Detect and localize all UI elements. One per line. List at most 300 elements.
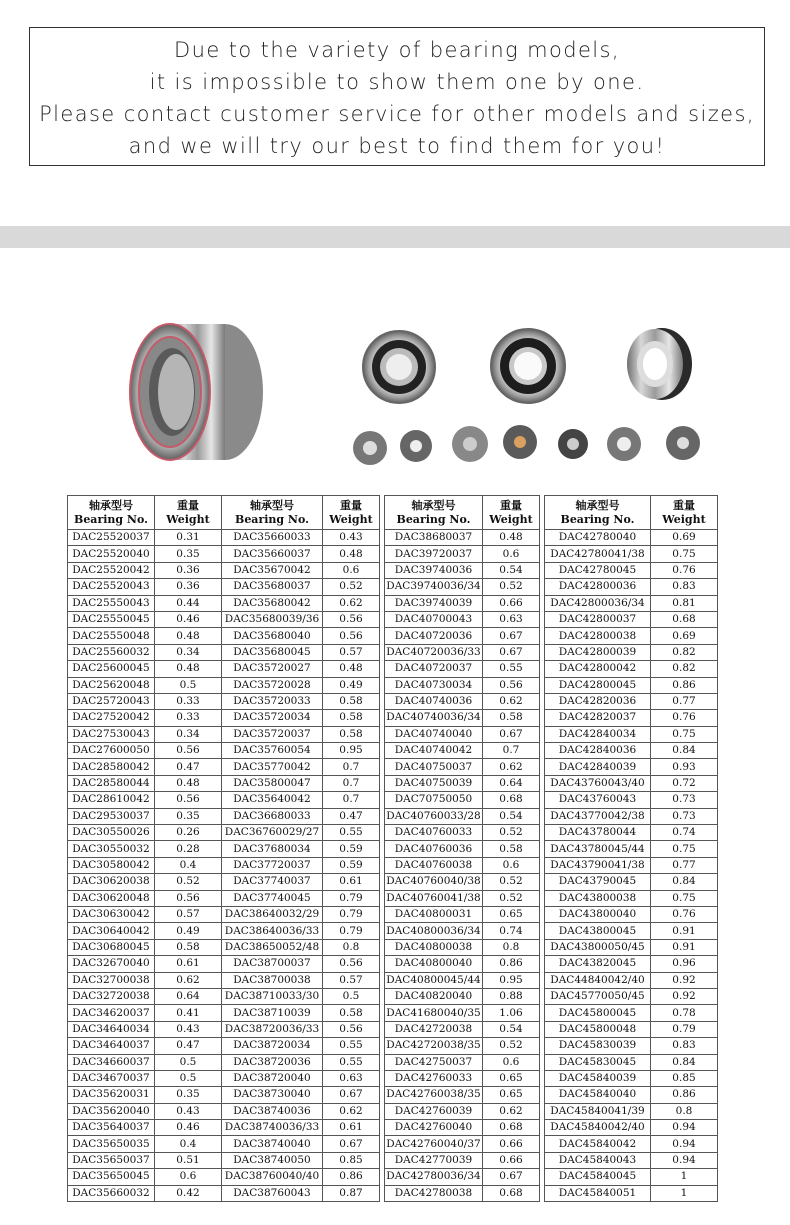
bearing-no-cell: DAC45830039 bbox=[545, 1038, 651, 1054]
weight-cell: 0.56 bbox=[323, 956, 380, 972]
weight-cell: 0.79 bbox=[323, 906, 380, 922]
weight-cell: 0.62 bbox=[155, 972, 222, 988]
weight-cell: 0.65 bbox=[483, 1070, 540, 1086]
table-row bbox=[68, 726, 380, 742]
weight-cell: 0.67 bbox=[483, 1169, 540, 1185]
weight-cell: 0.8 bbox=[323, 939, 380, 955]
bearing-image-3 bbox=[627, 328, 692, 400]
table-row bbox=[545, 988, 718, 1004]
table-row bbox=[545, 1005, 718, 1021]
table-row bbox=[545, 1054, 718, 1070]
weight-cell: 0.64 bbox=[483, 775, 540, 791]
table-row bbox=[68, 775, 380, 791]
table-row bbox=[385, 710, 540, 726]
weight-cell: 0.8 bbox=[651, 1103, 718, 1119]
table-row bbox=[385, 1185, 540, 1201]
bearing-no-cell: DAC40760033 bbox=[385, 825, 483, 841]
bearing-no-cell: DAC42800038 bbox=[545, 628, 651, 644]
bearing-no-cell: DAC35770042 bbox=[222, 759, 323, 775]
table-row bbox=[545, 906, 718, 922]
weight-cell: 0.68 bbox=[651, 611, 718, 627]
bearing-image-2 bbox=[491, 329, 565, 403]
bearing-no-cell: DAC35720037 bbox=[222, 726, 323, 742]
weight-cell: 0.93 bbox=[651, 759, 718, 775]
bearing-no-cell: DAC42760040/37 bbox=[385, 1136, 483, 1152]
weight-cell: 0.52 bbox=[323, 579, 380, 595]
table-row bbox=[385, 857, 540, 873]
header-bearing-no: 轴承型号 Bearing No. bbox=[545, 496, 651, 530]
table-row bbox=[385, 792, 540, 808]
bearing-no-cell: DAC27530043 bbox=[68, 726, 155, 742]
weight-cell: 0.59 bbox=[323, 857, 380, 873]
bearing-no-cell: DAC27520042 bbox=[68, 710, 155, 726]
bearing-no-cell: DAC40750037 bbox=[385, 759, 483, 775]
table-row bbox=[385, 956, 540, 972]
weight-cell: 0.67 bbox=[483, 628, 540, 644]
weight-cell: 0.66 bbox=[483, 1152, 540, 1168]
table-row bbox=[385, 644, 540, 660]
table-row bbox=[385, 661, 540, 677]
bearing-no-cell: DAC25550048 bbox=[68, 628, 155, 644]
weight-cell: 0.56 bbox=[323, 611, 380, 627]
table-row bbox=[545, 939, 718, 955]
weight-cell: 0.68 bbox=[483, 1185, 540, 1201]
table-row bbox=[68, 972, 380, 988]
table-row bbox=[68, 1070, 380, 1086]
bearing-no-cell: DAC45800048 bbox=[545, 1021, 651, 1037]
weight-cell: 0.56 bbox=[155, 743, 222, 759]
table-row bbox=[385, 1152, 540, 1168]
bearing-no-cell: DAC35680040 bbox=[222, 628, 323, 644]
bearing-image-1 bbox=[363, 331, 435, 403]
weight-cell: 0.6 bbox=[323, 562, 380, 578]
bearing-no-cell: DAC42760038/35 bbox=[385, 1087, 483, 1103]
bearing-no-cell: DAC38740050 bbox=[222, 1152, 323, 1168]
bearing-no-cell: DAC40760041/38 bbox=[385, 890, 483, 906]
bearing-no-cell: DAC42840039 bbox=[545, 759, 651, 775]
weight-cell: 0.6 bbox=[483, 857, 540, 873]
bearing-no-cell: DAC42780036/34 bbox=[385, 1169, 483, 1185]
bearing-no-cell: DAC38700038 bbox=[222, 972, 323, 988]
bearing-no-cell: DAC38680037 bbox=[385, 530, 483, 546]
weight-cell: 0.66 bbox=[483, 595, 540, 611]
table-row bbox=[545, 579, 718, 595]
bearing-product-photos bbox=[0, 300, 790, 490]
bearing-no-cell: DAC42780041/38 bbox=[545, 546, 651, 562]
bearing-no-cell: DAC28610042 bbox=[68, 792, 155, 808]
bearing-no-cell: DAC45840045 bbox=[545, 1169, 651, 1185]
weight-cell: 0.41 bbox=[155, 1005, 222, 1021]
table-row bbox=[545, 956, 718, 972]
header-weight: 重量 Weight bbox=[651, 496, 718, 530]
weight-cell: 0.48 bbox=[155, 661, 222, 677]
table-row bbox=[68, 956, 380, 972]
bearing-no-cell: DAC40760040/38 bbox=[385, 874, 483, 890]
bearing-no-cell: DAC40820040 bbox=[385, 988, 483, 1004]
table-row bbox=[545, 857, 718, 873]
table-row bbox=[68, 939, 380, 955]
weight-cell: 0.91 bbox=[651, 939, 718, 955]
weight-cell: 0.52 bbox=[483, 1038, 540, 1054]
table-row bbox=[68, 874, 380, 890]
weight-cell: 0.5 bbox=[155, 1070, 222, 1086]
table-row bbox=[68, 890, 380, 906]
weight-cell: 0.56 bbox=[323, 1021, 380, 1037]
bearing-no-cell: DAC40760033/28 bbox=[385, 808, 483, 824]
weight-cell: 0.85 bbox=[651, 1070, 718, 1086]
weight-cell: 0.55 bbox=[323, 1054, 380, 1070]
weight-cell: 0.56 bbox=[483, 677, 540, 693]
bearing-no-cell: DAC35670042 bbox=[222, 562, 323, 578]
weight-cell: 0.47 bbox=[155, 759, 222, 775]
weight-cell: 0.94 bbox=[651, 1120, 718, 1136]
table-row bbox=[385, 1169, 540, 1185]
weight-cell: 0.5 bbox=[155, 677, 222, 693]
weight-cell: 0.77 bbox=[651, 857, 718, 873]
weight-cell: 0.8 bbox=[483, 939, 540, 955]
weight-cell: 0.74 bbox=[483, 923, 540, 939]
bearing-no-cell: DAC43800040 bbox=[545, 906, 651, 922]
bearing-no-cell: DAC35720028 bbox=[222, 677, 323, 693]
weight-cell: 0.76 bbox=[651, 562, 718, 578]
bearing-table-col-1 bbox=[67, 495, 380, 1202]
bearing-no-cell: DAC43770042/38 bbox=[545, 808, 651, 824]
table-row bbox=[68, 1169, 380, 1185]
bearing-no-cell: DAC43790045 bbox=[545, 874, 651, 890]
bearing-no-cell: DAC42760033 bbox=[385, 1070, 483, 1086]
bearing-no-cell: DAC42800045 bbox=[545, 677, 651, 693]
weight-cell: 0.48 bbox=[155, 628, 222, 644]
weight-cell: 0.48 bbox=[483, 530, 540, 546]
bearing-no-cell: DAC42840034 bbox=[545, 726, 651, 742]
table-row bbox=[68, 1005, 380, 1021]
table-row bbox=[385, 743, 540, 759]
table-row bbox=[545, 677, 718, 693]
table-row bbox=[545, 546, 718, 562]
weight-cell: 0.44 bbox=[155, 595, 222, 611]
header-weight: 重量 Weight bbox=[323, 496, 380, 530]
weight-cell: 0.95 bbox=[323, 743, 380, 759]
bearing-no-cell: DAC40750039 bbox=[385, 775, 483, 791]
table-row bbox=[68, 579, 380, 595]
bearing-no-cell: DAC25520042 bbox=[68, 562, 155, 578]
weight-cell: 0.26 bbox=[155, 825, 222, 841]
bearing-no-cell: DAC45840043 bbox=[545, 1152, 651, 1168]
notice-line-4: and we will try our best to find them for you! bbox=[128, 134, 666, 158]
table-row bbox=[68, 1038, 380, 1054]
weight-cell: 0.35 bbox=[155, 1087, 222, 1103]
bearing-no-cell: DAC42770039 bbox=[385, 1152, 483, 1168]
bearing-no-cell: DAC42760039 bbox=[385, 1103, 483, 1119]
table-row bbox=[545, 1185, 718, 1201]
table-row bbox=[545, 611, 718, 627]
bearing-no-cell: DAC38720034 bbox=[222, 1038, 323, 1054]
weight-cell: 0.6 bbox=[483, 546, 540, 562]
bearing-no-cell: DAC38720036/33 bbox=[222, 1021, 323, 1037]
bearing-no-cell: DAC38650052/48 bbox=[222, 939, 323, 955]
table-row bbox=[385, 988, 540, 1004]
weight-cell: 0.76 bbox=[651, 906, 718, 922]
table-row bbox=[385, 825, 540, 841]
bearing-no-cell: DAC38740036 bbox=[222, 1103, 323, 1119]
weight-cell: 0.75 bbox=[651, 546, 718, 562]
bearing-no-cell: DAC38720036 bbox=[222, 1054, 323, 1070]
weight-cell: 0.43 bbox=[155, 1021, 222, 1037]
weight-cell: 0.7 bbox=[323, 775, 380, 791]
table-row bbox=[545, 1103, 718, 1119]
weight-cell: 0.73 bbox=[651, 792, 718, 808]
bearing-no-cell: DAC43800038 bbox=[545, 890, 651, 906]
bearing-no-cell: DAC45840041/39 bbox=[545, 1103, 651, 1119]
table-row bbox=[545, 1070, 718, 1086]
bearing-no-cell: DAC42820036 bbox=[545, 693, 651, 709]
weight-cell: 0.51 bbox=[155, 1152, 222, 1168]
bearing-no-cell: DAC32720038 bbox=[68, 988, 155, 1004]
notice-line-3: Please contact customer service for other models and sizes, bbox=[39, 102, 755, 126]
weight-cell: 0.62 bbox=[483, 693, 540, 709]
bearing-no-cell: DAC45840039 bbox=[545, 1070, 651, 1086]
weight-cell: 0.58 bbox=[323, 1005, 380, 1021]
bearing-no-cell: DAC32700038 bbox=[68, 972, 155, 988]
bearing-no-cell: DAC35760054 bbox=[222, 743, 323, 759]
weight-cell: 0.61 bbox=[323, 1120, 380, 1136]
weight-cell: 0.56 bbox=[323, 628, 380, 644]
weight-cell: 0.58 bbox=[323, 710, 380, 726]
weight-cell: 0.52 bbox=[155, 874, 222, 890]
table-row bbox=[68, 857, 380, 873]
weight-cell: 0.74 bbox=[651, 825, 718, 841]
weight-cell: 0.85 bbox=[323, 1152, 380, 1168]
table-row bbox=[545, 1169, 718, 1185]
table-row bbox=[68, 628, 380, 644]
table-row bbox=[545, 874, 718, 890]
weight-cell: 0.86 bbox=[483, 956, 540, 972]
weight-cell: 0.54 bbox=[483, 1021, 540, 1037]
bearing-no-cell: DAC35720034 bbox=[222, 710, 323, 726]
bearing-no-cell: DAC35660033 bbox=[222, 530, 323, 546]
weight-cell: 0.52 bbox=[483, 825, 540, 841]
bearing-no-cell: DAC35650035 bbox=[68, 1136, 155, 1152]
weight-cell: 0.96 bbox=[651, 956, 718, 972]
weight-cell: 0.58 bbox=[323, 726, 380, 742]
table-row bbox=[68, 644, 380, 660]
weight-cell: 0.58 bbox=[155, 939, 222, 955]
header-bearing-no: 轴承型号 Bearing No. bbox=[68, 496, 155, 530]
table-row bbox=[385, 1070, 540, 1086]
bearing-no-cell: DAC42720038 bbox=[385, 1021, 483, 1037]
weight-cell: 0.52 bbox=[483, 874, 540, 890]
bearing-no-cell: DAC30680045 bbox=[68, 939, 155, 955]
table-row bbox=[545, 972, 718, 988]
bearing-no-cell: DAC30620048 bbox=[68, 890, 155, 906]
table-row bbox=[385, 923, 540, 939]
bearing-no-cell: DAC43760043 bbox=[545, 792, 651, 808]
table-row bbox=[68, 611, 380, 627]
table-row bbox=[385, 546, 540, 562]
bearing-no-cell: DAC36760029/27 bbox=[222, 825, 323, 841]
bearing-no-cell: DAC40720036 bbox=[385, 628, 483, 644]
weight-cell: 0.43 bbox=[155, 1103, 222, 1119]
weight-cell: 0.61 bbox=[155, 956, 222, 972]
weight-cell: 0.79 bbox=[323, 923, 380, 939]
weight-cell: 0.62 bbox=[483, 1103, 540, 1119]
weight-cell: 0.58 bbox=[483, 710, 540, 726]
weight-cell: 0.33 bbox=[155, 693, 222, 709]
weight-cell: 0.84 bbox=[651, 743, 718, 759]
bearing-no-cell: DAC40800045/44 bbox=[385, 972, 483, 988]
weight-cell: 0.47 bbox=[155, 1038, 222, 1054]
table-row bbox=[68, 530, 380, 546]
bearing-no-cell: DAC40740042 bbox=[385, 743, 483, 759]
weight-cell: 0.42 bbox=[155, 1185, 222, 1201]
bearing-no-cell: DAC42780038 bbox=[385, 1185, 483, 1201]
bearing-no-cell: DAC38720040 bbox=[222, 1070, 323, 1086]
weight-cell: 0.79 bbox=[323, 890, 380, 906]
bearing-no-cell: DAC40800031 bbox=[385, 906, 483, 922]
bearing-no-cell: DAC43780045/44 bbox=[545, 841, 651, 857]
weight-cell: 0.36 bbox=[155, 579, 222, 595]
table-row bbox=[545, 1087, 718, 1103]
weight-cell: 0.94 bbox=[651, 1152, 718, 1168]
table-row bbox=[68, 710, 380, 726]
weight-cell: 0.49 bbox=[155, 923, 222, 939]
bearing-no-cell: DAC35680045 bbox=[222, 644, 323, 660]
table-row bbox=[68, 1136, 380, 1152]
table-row bbox=[545, 1038, 718, 1054]
table-row bbox=[68, 906, 380, 922]
bearing-no-cell: DAC40760038 bbox=[385, 857, 483, 873]
table-row bbox=[68, 792, 380, 808]
bearing-no-cell: DAC45840051 bbox=[545, 1185, 651, 1201]
weight-cell: 0.92 bbox=[651, 972, 718, 988]
weight-cell: 0.57 bbox=[323, 972, 380, 988]
bearing-no-cell: DAC30550032 bbox=[68, 841, 155, 857]
bearing-no-cell: DAC39740036 bbox=[385, 562, 483, 578]
bearing-no-cell: DAC36680033 bbox=[222, 808, 323, 824]
weight-cell: 0.62 bbox=[323, 1103, 380, 1119]
table-row bbox=[545, 726, 718, 742]
table-row bbox=[385, 628, 540, 644]
bearing-no-cell: DAC34670037 bbox=[68, 1070, 155, 1086]
table-row bbox=[68, 841, 380, 857]
table-row bbox=[545, 1021, 718, 1037]
bearing-no-cell: DAC34660037 bbox=[68, 1054, 155, 1070]
bearing-no-cell: DAC43800045 bbox=[545, 923, 651, 939]
weight-cell: 0.52 bbox=[483, 890, 540, 906]
table-row bbox=[68, 1103, 380, 1119]
table-row bbox=[545, 775, 718, 791]
table-row bbox=[545, 530, 718, 546]
weight-cell: 0.83 bbox=[651, 1038, 718, 1054]
weight-cell: 0.81 bbox=[651, 595, 718, 611]
weight-cell: 0.68 bbox=[483, 792, 540, 808]
bearing-no-cell: DAC38740036/33 bbox=[222, 1120, 323, 1136]
table-row bbox=[545, 661, 718, 677]
bearing-no-cell: DAC35620031 bbox=[68, 1087, 155, 1103]
table-row bbox=[385, 874, 540, 890]
bearing-no-cell: DAC34620037 bbox=[68, 1005, 155, 1021]
bearing-no-cell: DAC42720038/35 bbox=[385, 1038, 483, 1054]
weight-cell: 0.95 bbox=[483, 972, 540, 988]
bearing-no-cell: DAC35660037 bbox=[222, 546, 323, 562]
bearing-no-cell: DAC29530037 bbox=[68, 808, 155, 824]
weight-cell: 0.87 bbox=[323, 1185, 380, 1201]
hub-unit-images bbox=[353, 425, 700, 465]
table-row bbox=[68, 743, 380, 759]
weight-cell: 0.73 bbox=[651, 808, 718, 824]
header-bearing-no: 轴承型号 Bearing No. bbox=[222, 496, 323, 530]
table-row bbox=[68, 661, 380, 677]
bearing-no-cell: DAC42800036 bbox=[545, 579, 651, 595]
bearing-no-cell: DAC45830045 bbox=[545, 1054, 651, 1070]
bearing-no-cell: DAC30630042 bbox=[68, 906, 155, 922]
weight-cell: 1.06 bbox=[483, 1005, 540, 1021]
bearing-no-cell: DAC42800039 bbox=[545, 644, 651, 660]
weight-cell: 0.65 bbox=[483, 906, 540, 922]
bearing-no-cell: DAC30580042 bbox=[68, 857, 155, 873]
weight-cell: 0.36 bbox=[155, 562, 222, 578]
table-row bbox=[68, 562, 380, 578]
bearing-no-cell: DAC25520037 bbox=[68, 530, 155, 546]
bearing-no-cell: DAC42820037 bbox=[545, 710, 651, 726]
table-row bbox=[385, 1021, 540, 1037]
bearing-no-cell: DAC25600045 bbox=[68, 661, 155, 677]
weight-cell: 0.34 bbox=[155, 726, 222, 742]
weight-cell: 0.79 bbox=[651, 1021, 718, 1037]
table-row bbox=[545, 923, 718, 939]
divider-bar bbox=[0, 226, 790, 248]
weight-cell: 0.47 bbox=[323, 808, 380, 824]
bearing-no-cell: DAC30620038 bbox=[68, 874, 155, 890]
weight-cell: 0.62 bbox=[483, 759, 540, 775]
bearing-no-cell: DAC38710039 bbox=[222, 1005, 323, 1021]
table-row bbox=[545, 595, 718, 611]
table-row bbox=[68, 759, 380, 775]
bearing-no-cell: DAC38700037 bbox=[222, 956, 323, 972]
large-bearing-image bbox=[130, 324, 263, 460]
bearing-no-cell: DAC38710033/30 bbox=[222, 988, 323, 1004]
bearing-no-cell: DAC42760040 bbox=[385, 1120, 483, 1136]
bearing-no-cell: DAC42800036/34 bbox=[545, 595, 651, 611]
bearing-table-col-3 bbox=[384, 495, 540, 1202]
table-row bbox=[385, 530, 540, 546]
notice-box bbox=[29, 27, 765, 166]
bearing-no-cell: DAC40720037 bbox=[385, 661, 483, 677]
table-row bbox=[68, 825, 380, 841]
bearing-no-cell: DAC28580044 bbox=[68, 775, 155, 791]
weight-cell: 0.56 bbox=[155, 792, 222, 808]
table-row bbox=[385, 677, 540, 693]
table-row bbox=[68, 1120, 380, 1136]
bearing-no-cell: DAC40800038 bbox=[385, 939, 483, 955]
table-row bbox=[385, 726, 540, 742]
bearing-no-cell: DAC35650037 bbox=[68, 1152, 155, 1168]
table-row bbox=[545, 825, 718, 841]
bearing-no-cell: DAC45800045 bbox=[545, 1005, 651, 1021]
bearing-no-cell: DAC42800037 bbox=[545, 611, 651, 627]
weight-cell: 0.91 bbox=[651, 923, 718, 939]
bearing-no-cell: DAC40800036/34 bbox=[385, 923, 483, 939]
bearing-no-cell: DAC39720037 bbox=[385, 546, 483, 562]
bearing-no-cell: DAC38730040 bbox=[222, 1087, 323, 1103]
table-row bbox=[385, 906, 540, 922]
weight-cell: 0.7 bbox=[483, 743, 540, 759]
bearing-no-cell: DAC35720027 bbox=[222, 661, 323, 677]
weight-cell: 0.35 bbox=[155, 546, 222, 562]
weight-cell: 0.66 bbox=[483, 1136, 540, 1152]
weight-cell: 1 bbox=[651, 1185, 718, 1201]
table-row bbox=[385, 759, 540, 775]
